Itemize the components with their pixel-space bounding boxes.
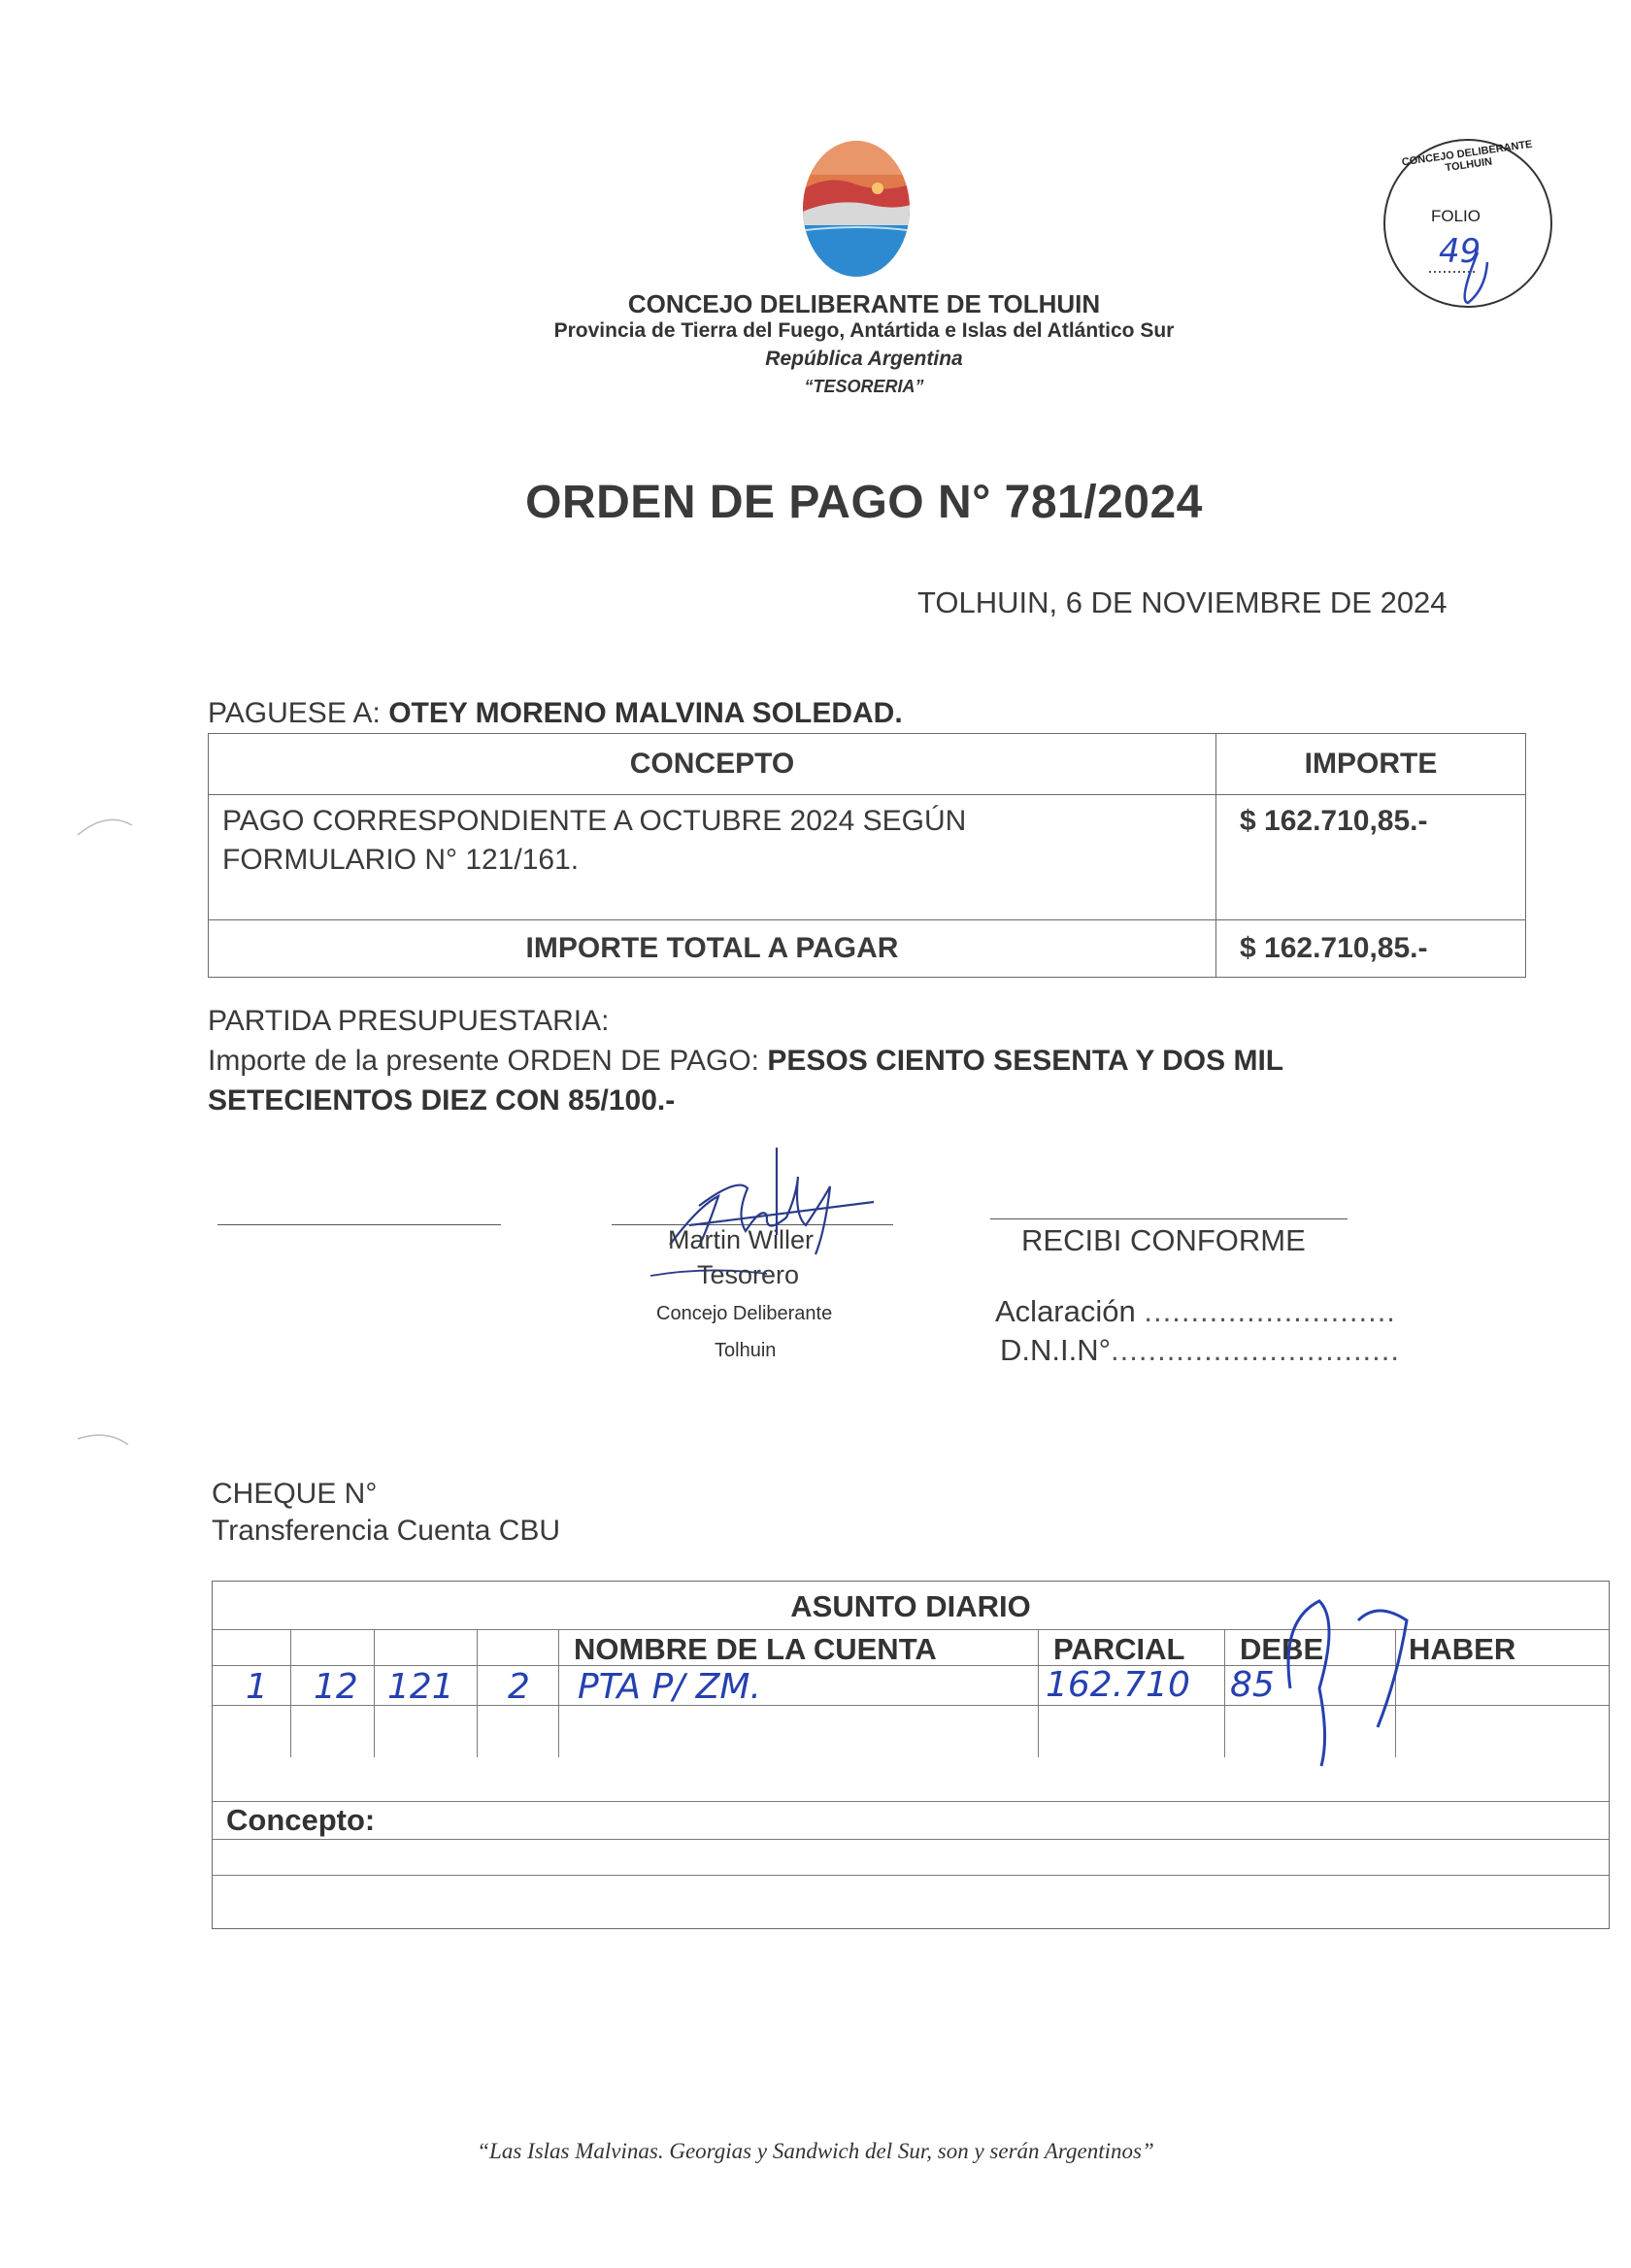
signer-role: Tesorero (697, 1260, 800, 1289)
journal-rule (213, 1801, 1609, 1802)
hw-col2: 12 (314, 1667, 358, 1707)
stamp-ring-text: CONCEJO DELIBERANTE TOLHUIN (1401, 138, 1534, 175)
journal-table (212, 1581, 1610, 1929)
org-name: CONCEJO DELIBERANTE DE TOLHUIN (627, 289, 1101, 318)
punch-mark (68, 806, 136, 845)
col-partial: PARCIAL (1053, 1632, 1185, 1666)
journal-col-rule (558, 1629, 559, 1757)
hw-debit-mark (1261, 1582, 1446, 1776)
amount-words-line2: SETECIENTOS DIEZ CON 85/100.- (208, 1084, 676, 1117)
receipt-label: RECIBI CONFORME (1021, 1223, 1306, 1257)
total-amount: $ 162.710,85.- (1216, 920, 1526, 978)
hw-col4: 2 (508, 1667, 530, 1707)
journal-col-rule (477, 1629, 478, 1757)
folio-number: 49 (1439, 232, 1481, 271)
hw-cents: 85 (1230, 1665, 1275, 1705)
journal-rule (213, 1839, 1609, 1840)
hw-col1: 1 (246, 1667, 268, 1707)
concept-line1: PAGO CORRESPONDIENTE A OCTUBRE 2024 SEGÚN (222, 805, 967, 837)
clarification-label: Aclaración (995, 1294, 1136, 1328)
dni-dots: ............................... (1111, 1333, 1401, 1367)
signer-name: Martin Willer (668, 1225, 815, 1254)
budget-amount (208, 1041, 1470, 1120)
office-line: “TESORERIA” (804, 377, 924, 396)
total-label: IMPORTE TOTAL A PAGAR (209, 920, 1216, 978)
journal-col-rule (1038, 1629, 1039, 1757)
clarification-field (995, 1294, 1396, 1329)
signature-line-receipt (990, 1218, 1348, 1219)
hw-partial: 162.710 (1046, 1665, 1190, 1705)
concept-line2: FORMULARIO N° 121/161. (222, 844, 580, 876)
col-credit: HABER (1409, 1632, 1516, 1666)
concept-cell (209, 795, 1216, 920)
concejo-logo (798, 136, 915, 282)
folio-label: FOLIO (1431, 207, 1481, 225)
hw-col3: 121 (387, 1667, 454, 1707)
header-importe: IMPORTE (1216, 734, 1526, 795)
punch-mark (68, 1427, 136, 1466)
payee-name: OTEY MORENO MALVINA SOLEDAD. (388, 697, 903, 729)
dni-label: D.N.I.N° (1000, 1333, 1112, 1367)
payee-line (208, 697, 903, 730)
header-concepto: CONCEPTO (209, 734, 1216, 795)
footer-motto: “Las Islas Malvinas. Georgias y Sandwich del Sur, son y serán Argentinos” (477, 2139, 1154, 2163)
col-debit: DEBE (1240, 1632, 1324, 1666)
journal-col-rule (1224, 1629, 1225, 1757)
place-date: TOLHUIN, 6 DE NOVIEMBRE DE 2024 (917, 585, 1448, 619)
col-account-name: NOMBRE DE LA CUENTA (574, 1632, 937, 1666)
country-line: República Argentina (765, 348, 963, 370)
signature-line-left (217, 1224, 501, 1225)
budget-amount-prefix: Importe de la presente ORDEN DE PAGO: (208, 1045, 759, 1077)
dni-field (1000, 1333, 1400, 1368)
hw-account: PTA P/ ZM. (578, 1667, 761, 1707)
document-title: ORDEN DE PAGO N° 781/2024 (525, 477, 1203, 528)
journal-rule (213, 1875, 1609, 1876)
journal-col-rule (290, 1629, 291, 1757)
journal-col-rule (374, 1629, 375, 1757)
amount-words-line1: PESOS CIENTO SESENTA Y DOS MIL (767, 1045, 1284, 1077)
signer-city: Tolhuin (715, 1340, 777, 1361)
journal-title: ASUNTO DIARIO (790, 1589, 1031, 1623)
clarification-dots: ........................... (1144, 1294, 1396, 1328)
transfer-label: Transferencia Cuenta CBU (212, 1515, 561, 1547)
concept-amount: $ 162.710,85.- (1216, 795, 1526, 920)
concept-table (208, 733, 1526, 978)
signer-org: Concejo Deliberante (656, 1303, 833, 1324)
budget-label: PARTIDA PRESUPUESTARIA: (208, 1005, 610, 1037)
cheque-label: CHEQUE N° (212, 1478, 378, 1510)
payee-label: PAGUESE A: (208, 697, 381, 729)
concept-label: Concepto: (226, 1803, 376, 1837)
province-line: Provincia de Tierra del Fuego, Antártida e Islas del Atlántico Sur (553, 319, 1175, 342)
